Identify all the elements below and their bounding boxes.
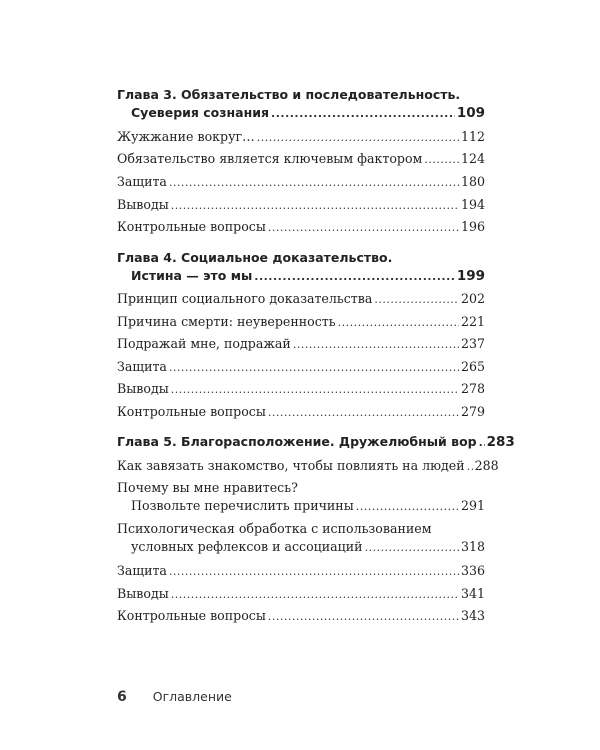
dot-leader bbox=[254, 268, 455, 286]
dot-leader bbox=[293, 336, 459, 354]
toc-entry bbox=[117, 196, 485, 214]
entry-page-number: 237 bbox=[460, 336, 485, 351]
running-footer-title: Оглавление bbox=[152, 689, 232, 704]
entry-page-number: 112 bbox=[460, 129, 485, 144]
chapter-title: Глава 4. Социальное доказательство. bbox=[117, 250, 393, 265]
entry-title: Подражай мне, подражай bbox=[117, 336, 291, 351]
entry-page-number: 124 bbox=[460, 151, 485, 166]
toc-entry bbox=[117, 479, 485, 515]
chapter-title-line bbox=[117, 104, 485, 122]
page-number: 6 bbox=[117, 689, 127, 705]
toc-entry bbox=[117, 313, 485, 331]
chapter-title: Глава 5. Благорасположение. Дружелюбный вор bbox=[117, 434, 477, 449]
dot-leader bbox=[356, 498, 459, 516]
chapter-3-heading bbox=[117, 86, 485, 122]
entry-title: Контрольные вопросы bbox=[117, 219, 266, 234]
dot-leader bbox=[271, 105, 455, 123]
toc-entry bbox=[117, 335, 485, 353]
chapter-title: Глава 3. Обязательство и последовательность. bbox=[117, 87, 461, 102]
entry-title-continued: Позвольте перечислить причины bbox=[131, 498, 354, 513]
entry-title: Контрольные вопросы bbox=[117, 608, 266, 623]
dot-leader bbox=[268, 219, 459, 237]
entry-page-number: 265 bbox=[460, 359, 485, 374]
dot-leader bbox=[479, 434, 485, 452]
entry-title: Выводы bbox=[117, 586, 169, 601]
entry-page-number: 180 bbox=[460, 174, 485, 189]
entry-title: Обязательство является ключевым фактором bbox=[117, 151, 423, 166]
dot-leader bbox=[374, 291, 459, 309]
toc-entry bbox=[117, 380, 485, 398]
entry-title-continued: условных рефлексов и ассоциаций bbox=[131, 539, 363, 554]
toc-entry bbox=[117, 403, 485, 421]
entry-title: Почему вы мне нравитесь? bbox=[117, 480, 298, 495]
toc-entry bbox=[117, 607, 485, 625]
chapter-title-line bbox=[117, 267, 485, 285]
toc-entry bbox=[117, 585, 485, 603]
chapter-title-line bbox=[117, 249, 485, 267]
chapter-title-line bbox=[117, 433, 515, 451]
dot-leader bbox=[171, 586, 459, 604]
entry-page-number: 221 bbox=[460, 314, 485, 329]
toc-entry bbox=[117, 150, 485, 168]
chapter-5-heading bbox=[117, 433, 515, 451]
chapter-page-number: 109 bbox=[456, 105, 485, 121]
dot-leader bbox=[467, 458, 473, 476]
entry-page-number: 318 bbox=[460, 539, 485, 554]
entry-title: Защита bbox=[117, 359, 167, 374]
dot-leader bbox=[257, 129, 459, 147]
entry-title: Как завязать знакомство, чтобы повлиять на людей bbox=[117, 458, 465, 473]
entry-page-number: 343 bbox=[460, 608, 485, 623]
toc-entry bbox=[117, 358, 485, 376]
dot-leader bbox=[268, 404, 459, 422]
dot-leader bbox=[171, 381, 459, 399]
entry-title: Защита bbox=[117, 174, 167, 189]
dot-leader bbox=[171, 197, 459, 215]
entry-title: Причина смерти: неуверенность bbox=[117, 314, 336, 329]
dot-leader bbox=[424, 151, 459, 169]
entry-title: Выводы bbox=[117, 381, 169, 396]
dot-leader bbox=[169, 563, 459, 581]
chapter-subtitle: Истина — это мы bbox=[131, 268, 253, 283]
toc-entry bbox=[117, 290, 485, 308]
toc-entry bbox=[117, 562, 485, 580]
dot-leader bbox=[169, 174, 459, 192]
entry-title: Жужжание вокруг… bbox=[117, 129, 255, 144]
chapter-page-number: 283 bbox=[486, 434, 515, 450]
entry-title: Контрольные вопросы bbox=[117, 404, 266, 419]
toc-entry bbox=[117, 218, 485, 236]
chapter-subtitle: Суеверия сознания bbox=[131, 105, 270, 120]
entry-title: Психологическая обработка с использованием bbox=[117, 521, 432, 536]
entry-page-number: 196 bbox=[460, 219, 485, 234]
toc-entry bbox=[117, 173, 485, 191]
chapter-title-line bbox=[117, 86, 485, 104]
chapter-page-number: 199 bbox=[456, 268, 485, 284]
dot-leader bbox=[268, 608, 459, 626]
toc-entry bbox=[117, 128, 485, 146]
toc-entry bbox=[117, 520, 485, 556]
entry-page-number: 336 bbox=[460, 563, 485, 578]
entry-page-number: 288 bbox=[474, 458, 499, 473]
entry-page-number: 278 bbox=[460, 381, 485, 396]
dot-leader bbox=[169, 359, 459, 377]
dot-leader bbox=[338, 314, 459, 332]
entry-page-number: 194 bbox=[460, 197, 485, 212]
chapter-4-heading bbox=[117, 249, 485, 285]
entry-title: Принцип социального доказательства bbox=[117, 291, 373, 306]
page-footer bbox=[117, 689, 232, 705]
entry-title: Защита bbox=[117, 563, 167, 578]
entry-page-number: 202 bbox=[460, 291, 485, 306]
entry-page-number: 279 bbox=[460, 404, 485, 419]
entry-page-number: 341 bbox=[460, 586, 485, 601]
entry-title: Выводы bbox=[117, 197, 169, 212]
entry-page-number: 291 bbox=[460, 498, 485, 513]
dot-leader bbox=[365, 539, 459, 557]
toc-entry bbox=[117, 457, 499, 475]
